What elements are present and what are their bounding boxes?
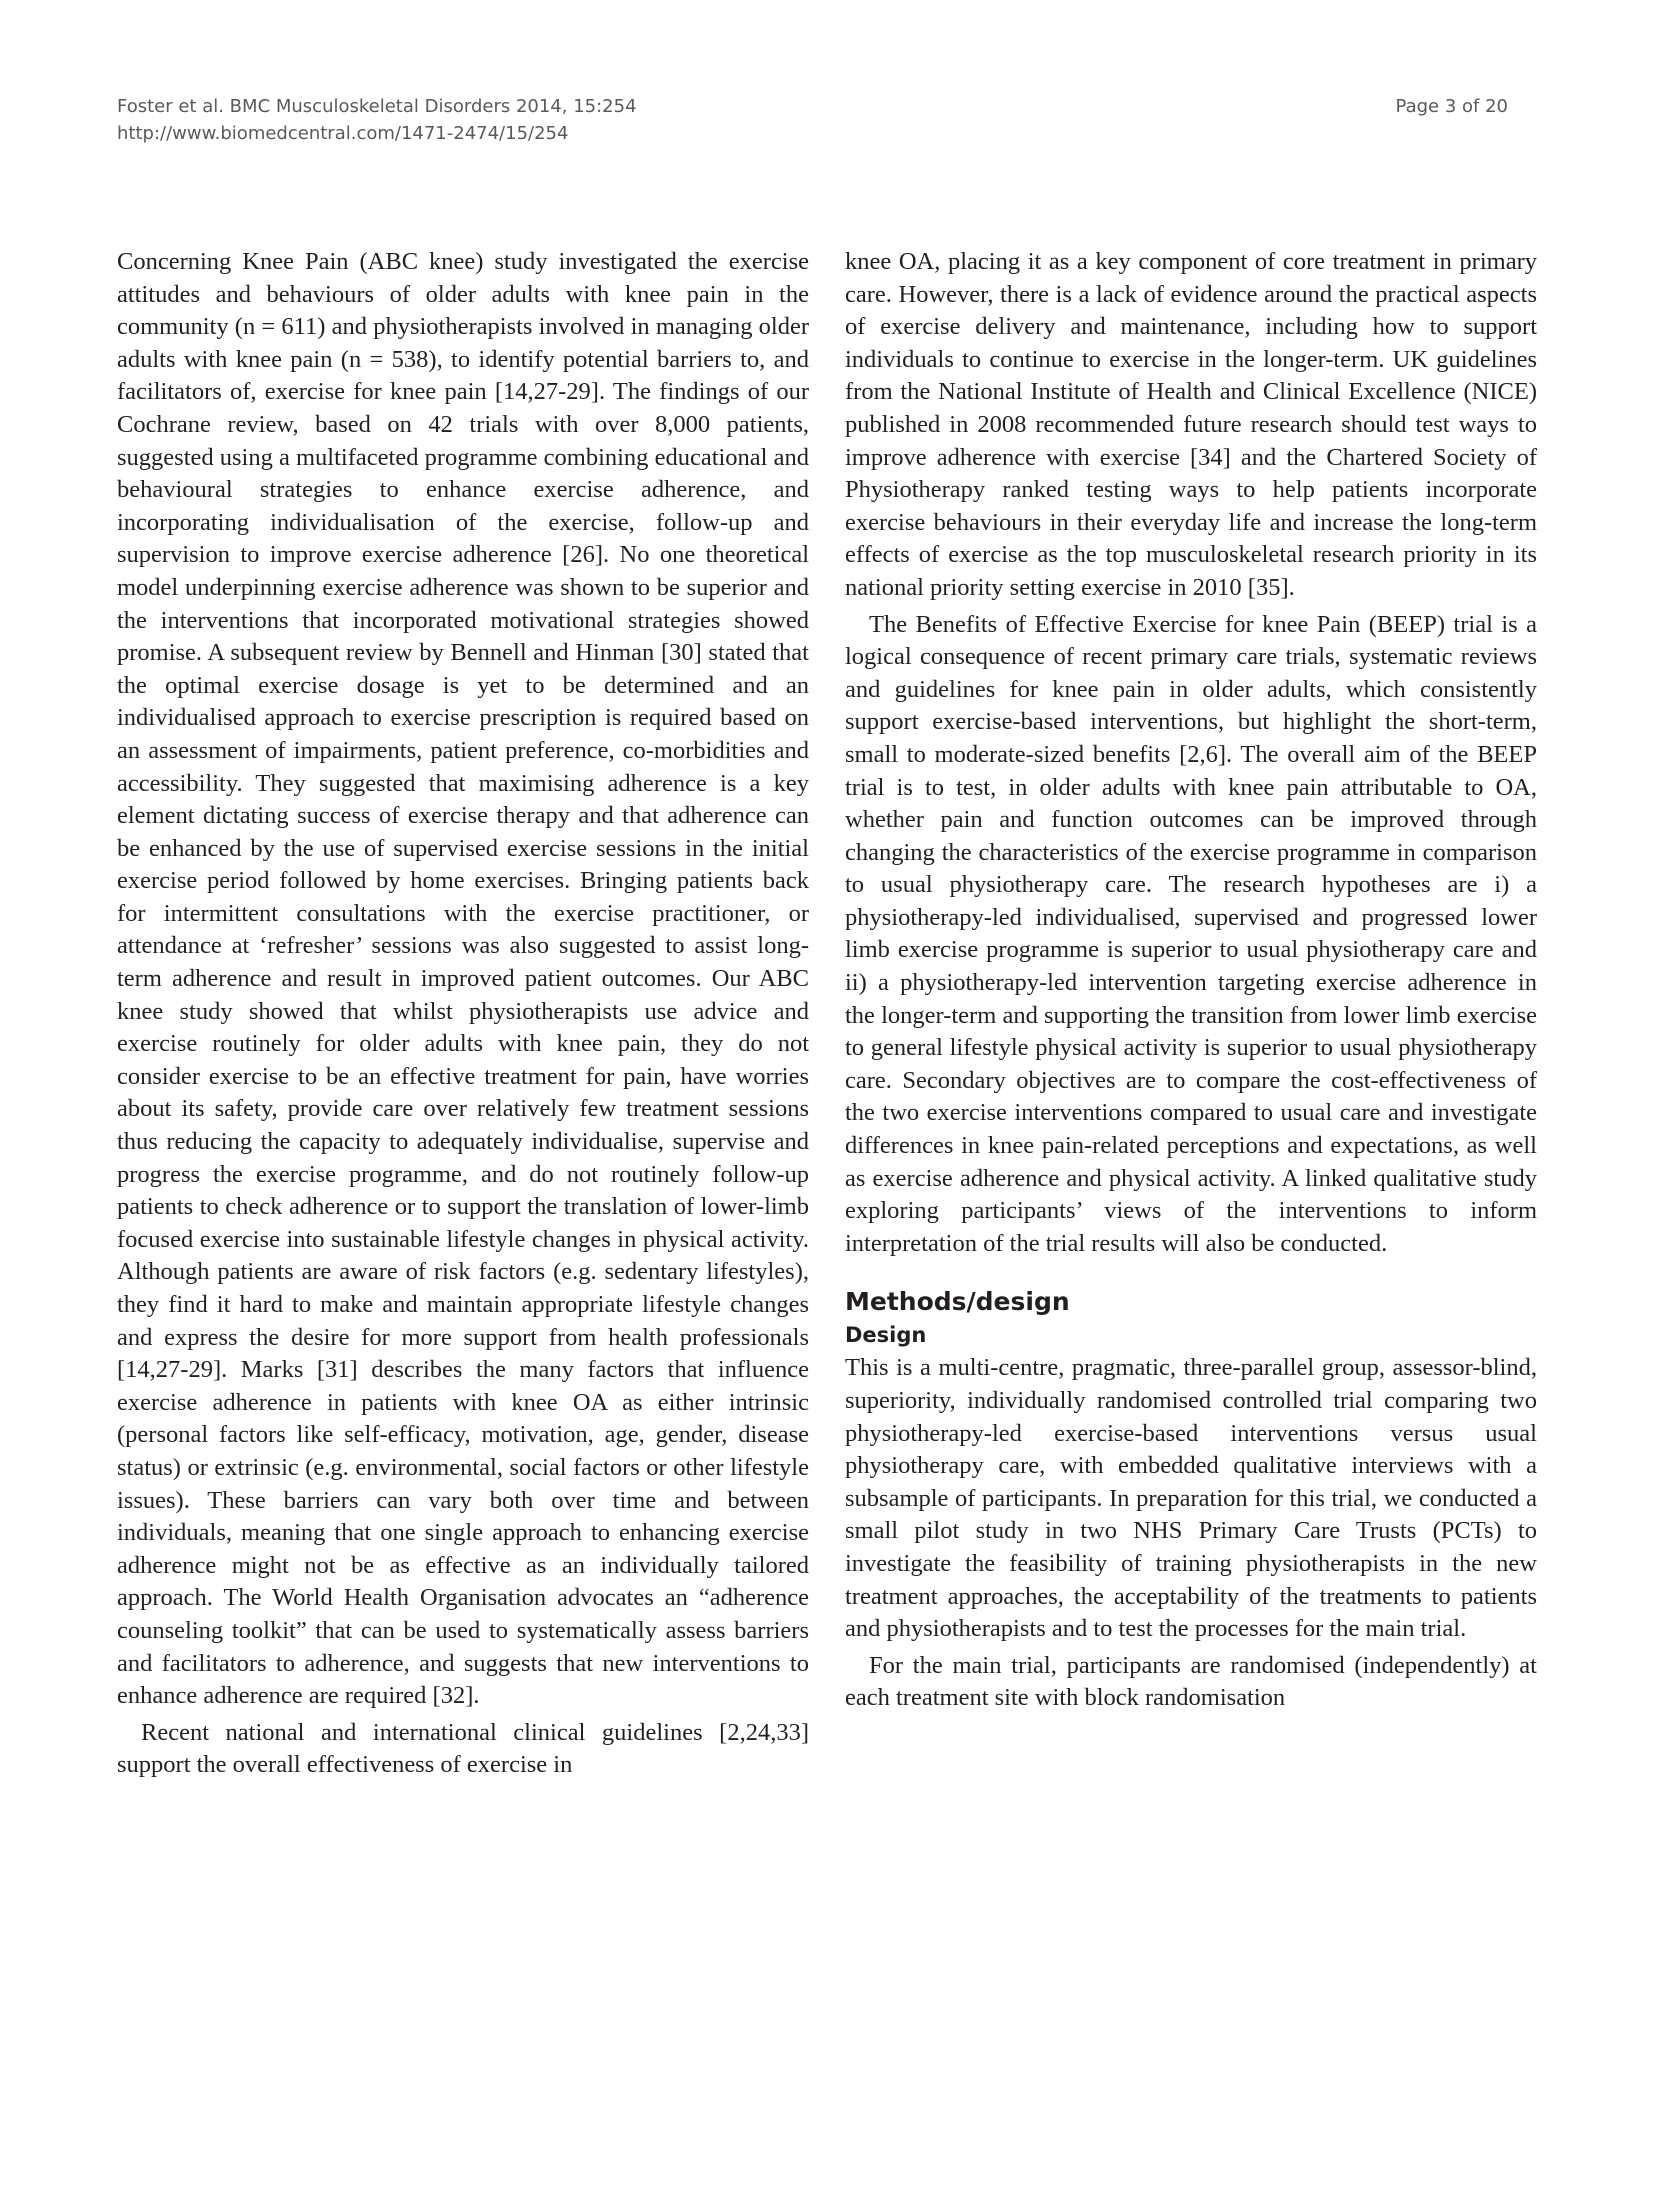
page-number: Page 3 of 20 <box>1395 96 1508 117</box>
right-column <box>845 246 1537 1715</box>
body-paragraph: Recent national and international clinical guidelines [2,24,33] support the overall effectiveness of exercise in <box>117 1718 809 1779</box>
body-paragraph: Concerning Knee Pain (ABC knee) study investigated the exercise attitudes and behaviours of older adults with knee pain in the community (n = 611) and physiotherapists involved in managing older adults with knee pain (n = 538), to identify potential barriers to, and facilitators of, exercise for knee pain [14,27-29]. The findings of our Cochrane review, based on 42 trials with over 8,000 patients, suggested using a multifaceted programme combining educational and behavioural strategies to enhance exercise adherence, and incorporating individualisation of the exercise, follow-up and supervision to improve exercise adherence [26]. No one theoretical model underpinning exercise adherence was shown to be superior and the interventions that incorporated motivational strategies showed promise. A subsequent review by Bennell and Hinman [30] stated that the optimal exercise dosage is yet to be determined and an individualised approach to exercise prescription is required based on an assessment of impairments, patient preference, co-morbidities and accessibility. They suggested that maximising adherence is a key element dictating success of exercise therapy and that adherence can be enhanced by the use of supervised exercise sessions in the initial exercise period followed by home exercises. Bringing patients back for intermittent consultations with the exercise practitioner, or attendance at ‘refresher’ sessions was also suggested to assist long-term adherence and result in improved patient outcomes. Our ABC knee study showed that whilst physiotherapists use advice and exercise routinely for older adults with knee pain, they do not consider exercise to be an effective treatment for pain, have worries about its safety, provide care over relatively few treatment sessions thus reducing the capacity to adequately individualise, supervise and progress the exercise programme, and do not routinely follow-up patients to check adherence or to support the translation of lower-limb focused exercise into sustainable lifestyle changes in physical activity. Although patients are aware of risk factors (e.g. sedentary lifestyles), they find it hard to make and maintain appropriate lifestyle changes and express the desire for more support from health professionals [14,27-29]. Marks [31] describes the many factors that influence exercise adherence in patients with knee OA as either intrinsic (personal factors like self-efficacy, motivation, age, gender, disease status) or extrinsic (e.g. environmental, social factors or other lifestyle issues). These barriers can vary both over time and between individuals, meaning that one single approach to enhancing exercise adherence might not be as effective as an individually tailored approach. The World Health Organisation advocates an “adherence counseling toolkit” that can be used to systematically assess barriers and facilitators to adherence, and suggests that new interventions to enhance adherence are required [32]. <box>117 248 809 1710</box>
left-column <box>117 246 809 1782</box>
body-paragraph: This is a multi-centre, pragmatic, three-parallel group, assessor-blind, superiority, individually randomised controlled trial comparing two physiotherapy-led exercise-based interventions versus usual physiotherapy care, with embedded qualitative interviews with a subsample of participants. In preparation for this trial, we conducted a small pilot study in two NHS Primary Care Trusts (PCTs) to investigate the feasibility of training physiotherapists in the new treatment approaches, the acceptability of the treatments to patients and physiotherapists and to test the processes for the main trial. <box>845 1354 1537 1643</box>
subsection-heading: Design <box>845 1323 927 1348</box>
section-heading: Methods/design <box>845 1287 1070 1317</box>
article-url[interactable]: http://www.biomedcentral.com/1471-2474/15/254 <box>117 123 569 144</box>
journal-citation: Foster et al. BMC Musculoskeletal Disorders 2014, 15:254 <box>117 96 637 117</box>
body-paragraph: knee OA, placing it as a key component of core treatment in primary care. However, there is a lack of evidence around the practical aspects of exercise delivery and maintenance, including how to support individuals to continue to exercise in the longer-term. UK guidelines from the National Institute of Health and Clinical Excellence (NICE) published in 2008 recommended future research should test ways to improve adherence with exercise [34] and the Chartered Society of Physiotherapy ranked testing ways to help patients incorporate exercise behaviours in their everyday life and increase the long-term effects of exercise as the top musculoskeletal research priority in its national priority setting exercise in 2010 [35]. <box>845 248 1537 601</box>
body-paragraph: For the main trial, participants are randomised (independently) at each treatment site with block randomisation <box>845 1651 1537 1712</box>
running-header <box>117 93 637 147</box>
body-paragraph: The Benefits of Effective Exercise for knee Pain (BEEP) trial is a logical consequence of recent primary care trials, systematic reviews and guidelines for knee pain in older adults, which consistently support exercise-based interventions, but highlight the short-term, small to moderate-sized benefits [2,6]. The overall aim of the BEEP trial is to test, in older adults with knee pain attributable to OA, whether pain and function outcomes can be improved through changing the characteristics of the exercise programme in comparison to usual physiotherapy care. The research hypotheses are i) a physiotherapy-led individualised, supervised and progressed lower limb exercise programme is superior to usual physiotherapy care and ii) a physiotherapy-led intervention targeting exercise adherence in the longer-term and supporting the transition from lower limb exercise to general lifestyle physical activity is superior to usual physiotherapy care. Secondary objectives are to compare the cost-effectiveness of the two exercise interventions compared to usual care and investigate differences in knee pain-related perceptions and expectations, as well as exercise adherence and physical activity. A linked qualitative study exploring participants’ views of the interventions to inform interpretation of the trial results will also be conducted. <box>845 610 1537 1257</box>
